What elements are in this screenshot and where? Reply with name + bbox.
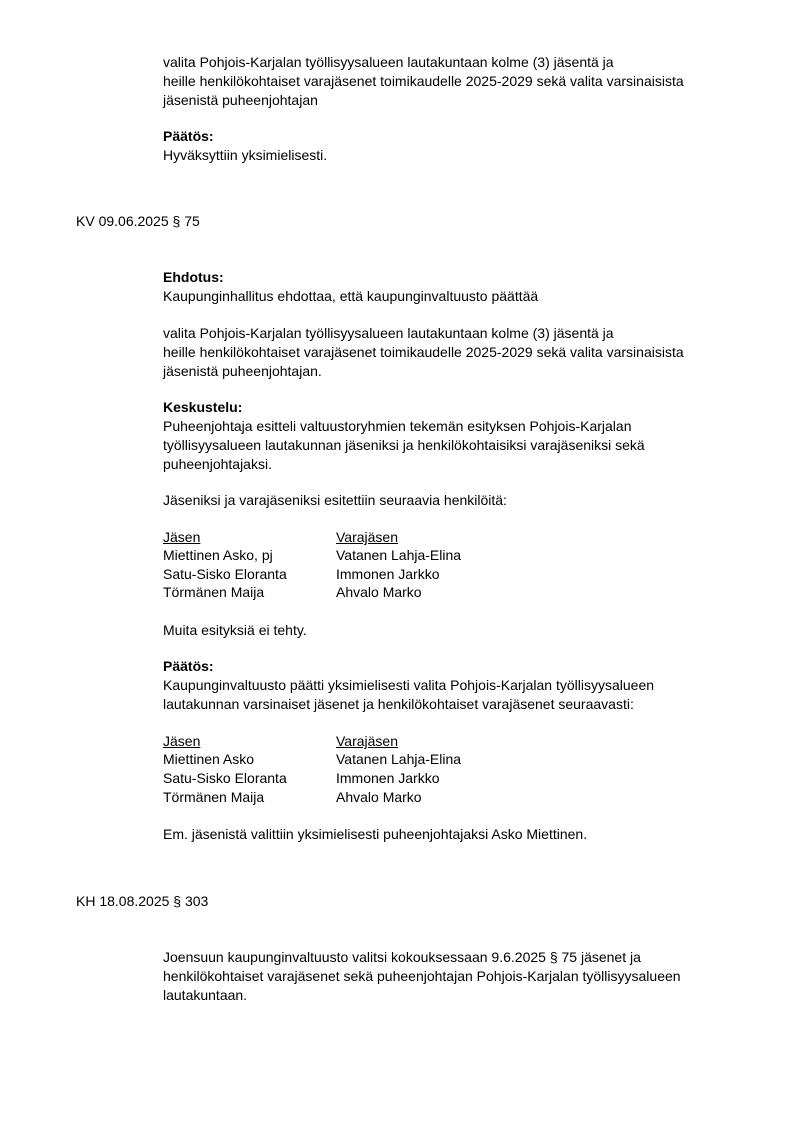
proposal-heading: Ehdotus:: [163, 269, 224, 285]
table2-header-deputy: Varajäsen: [336, 733, 399, 749]
table1-row3-deputy: Ahvalo Marko: [336, 584, 422, 600]
table2-row2-deputy: Immonen Jarkko: [336, 770, 440, 786]
table1-header-member: Jäsen: [163, 529, 201, 545]
proposal-line-2: heille henkilökohtaiset varajäsenet toimikaudelle 2025-2029 sekä valita varsinaisista: [163, 344, 684, 360]
table1-row1-deputy: Vatanen Lahja-Elina: [336, 547, 462, 563]
no-other-proposals: Muita esityksiä ei tehty.: [163, 622, 307, 638]
section-ref-kv: KV 09.06.2025 § 75: [76, 213, 200, 229]
intro-line-2: heille henkilökohtaiset varajäsenet toimikaudelle 2025-2029 sekä valita varsinaisista: [163, 73, 684, 89]
kh-line-3: lautakuntaan.: [163, 987, 248, 1003]
table2-row1-deputy: Vatanen Lahja-Elina: [336, 751, 462, 767]
table2-row1-member: Miettinen Asko: [163, 751, 255, 767]
table2-header-member: Jäsen: [163, 733, 201, 749]
kv-decision-heading: Päätös:: [163, 658, 214, 674]
kv-decision-line-2: lautakunnan varsinaiset jäsenet ja henkilökohtaiset varajäsenet seuraavasti:: [163, 696, 634, 712]
proposal-line-1: valita Pohjois-Karjalan työllisyysalueen lautakuntaan kolme (3) jäsentä ja: [163, 325, 614, 341]
intro-line-3: jäsenistä puheenjohtajan: [163, 92, 318, 108]
table1-header-deputy: Varajäsen: [336, 529, 399, 545]
decision-text: Hyväksyttiin yksimielisesti.: [163, 147, 328, 163]
table1-row2-deputy: Immonen Jarkko: [336, 566, 440, 582]
table2-row2-member: Satu-Sisko Eloranta: [163, 770, 287, 786]
discussion-heading: Keskustelu:: [163, 399, 243, 415]
chair-note: Em. jäsenistä valittiin yksimielisesti puheenjohtajaksi Asko Miettinen.: [163, 826, 588, 842]
section-ref-kh: KH 18.08.2025 § 303: [76, 893, 209, 909]
nominees-intro: Jäseniksi ja varajäseniksi esitettiin seuraavia henkilöitä:: [163, 492, 507, 508]
table1-row1-member: Miettinen Asko, pj: [163, 547, 273, 563]
kh-line-1: Joensuun kaupunginvaltuusto valitsi kokouksessaan 9.6.2025 § 75 jäsenet ja: [163, 949, 641, 965]
table2-row3-deputy: Ahvalo Marko: [336, 789, 422, 805]
table2-row3-member: Törmänen Maija: [163, 789, 265, 805]
table1-row3-member: Törmänen Maija: [163, 584, 265, 600]
discussion-line-2: työllisyysalueen lautakunnan jäseniksi ja henkilökohtaisiksi varajäseniksi sekä: [163, 437, 645, 453]
kv-decision-line-1: Kaupunginvaltuusto päätti yksimielisesti valita Pohjois-Karjalan työllisyysalueen: [163, 677, 655, 693]
proposal-line-3: jäsenistä puheenjohtajan.: [163, 363, 322, 379]
proposal-text: Kaupunginhallitus ehdottaa, että kaupunginvaltuusto päättää: [163, 288, 539, 304]
discussion-line-1: Puheenjohtaja esitteli valtuustoryhmien tekemän esityksen Pohjois-Karjalan: [163, 418, 632, 434]
discussion-line-3: puheenjohtajaksi.: [163, 456, 272, 472]
table1-row2-member: Satu-Sisko Eloranta: [163, 566, 287, 582]
kh-line-2: henkilökohtaiset varajäsenet sekä puheenjohtajan Pohjois-Karjalan työllisyysalueen: [163, 968, 681, 984]
intro-line-1: valita Pohjois-Karjalan työllisyysalueen lautakuntaan kolme (3) jäsentä ja: [163, 54, 614, 70]
decision-heading: Päätös:: [163, 128, 214, 144]
